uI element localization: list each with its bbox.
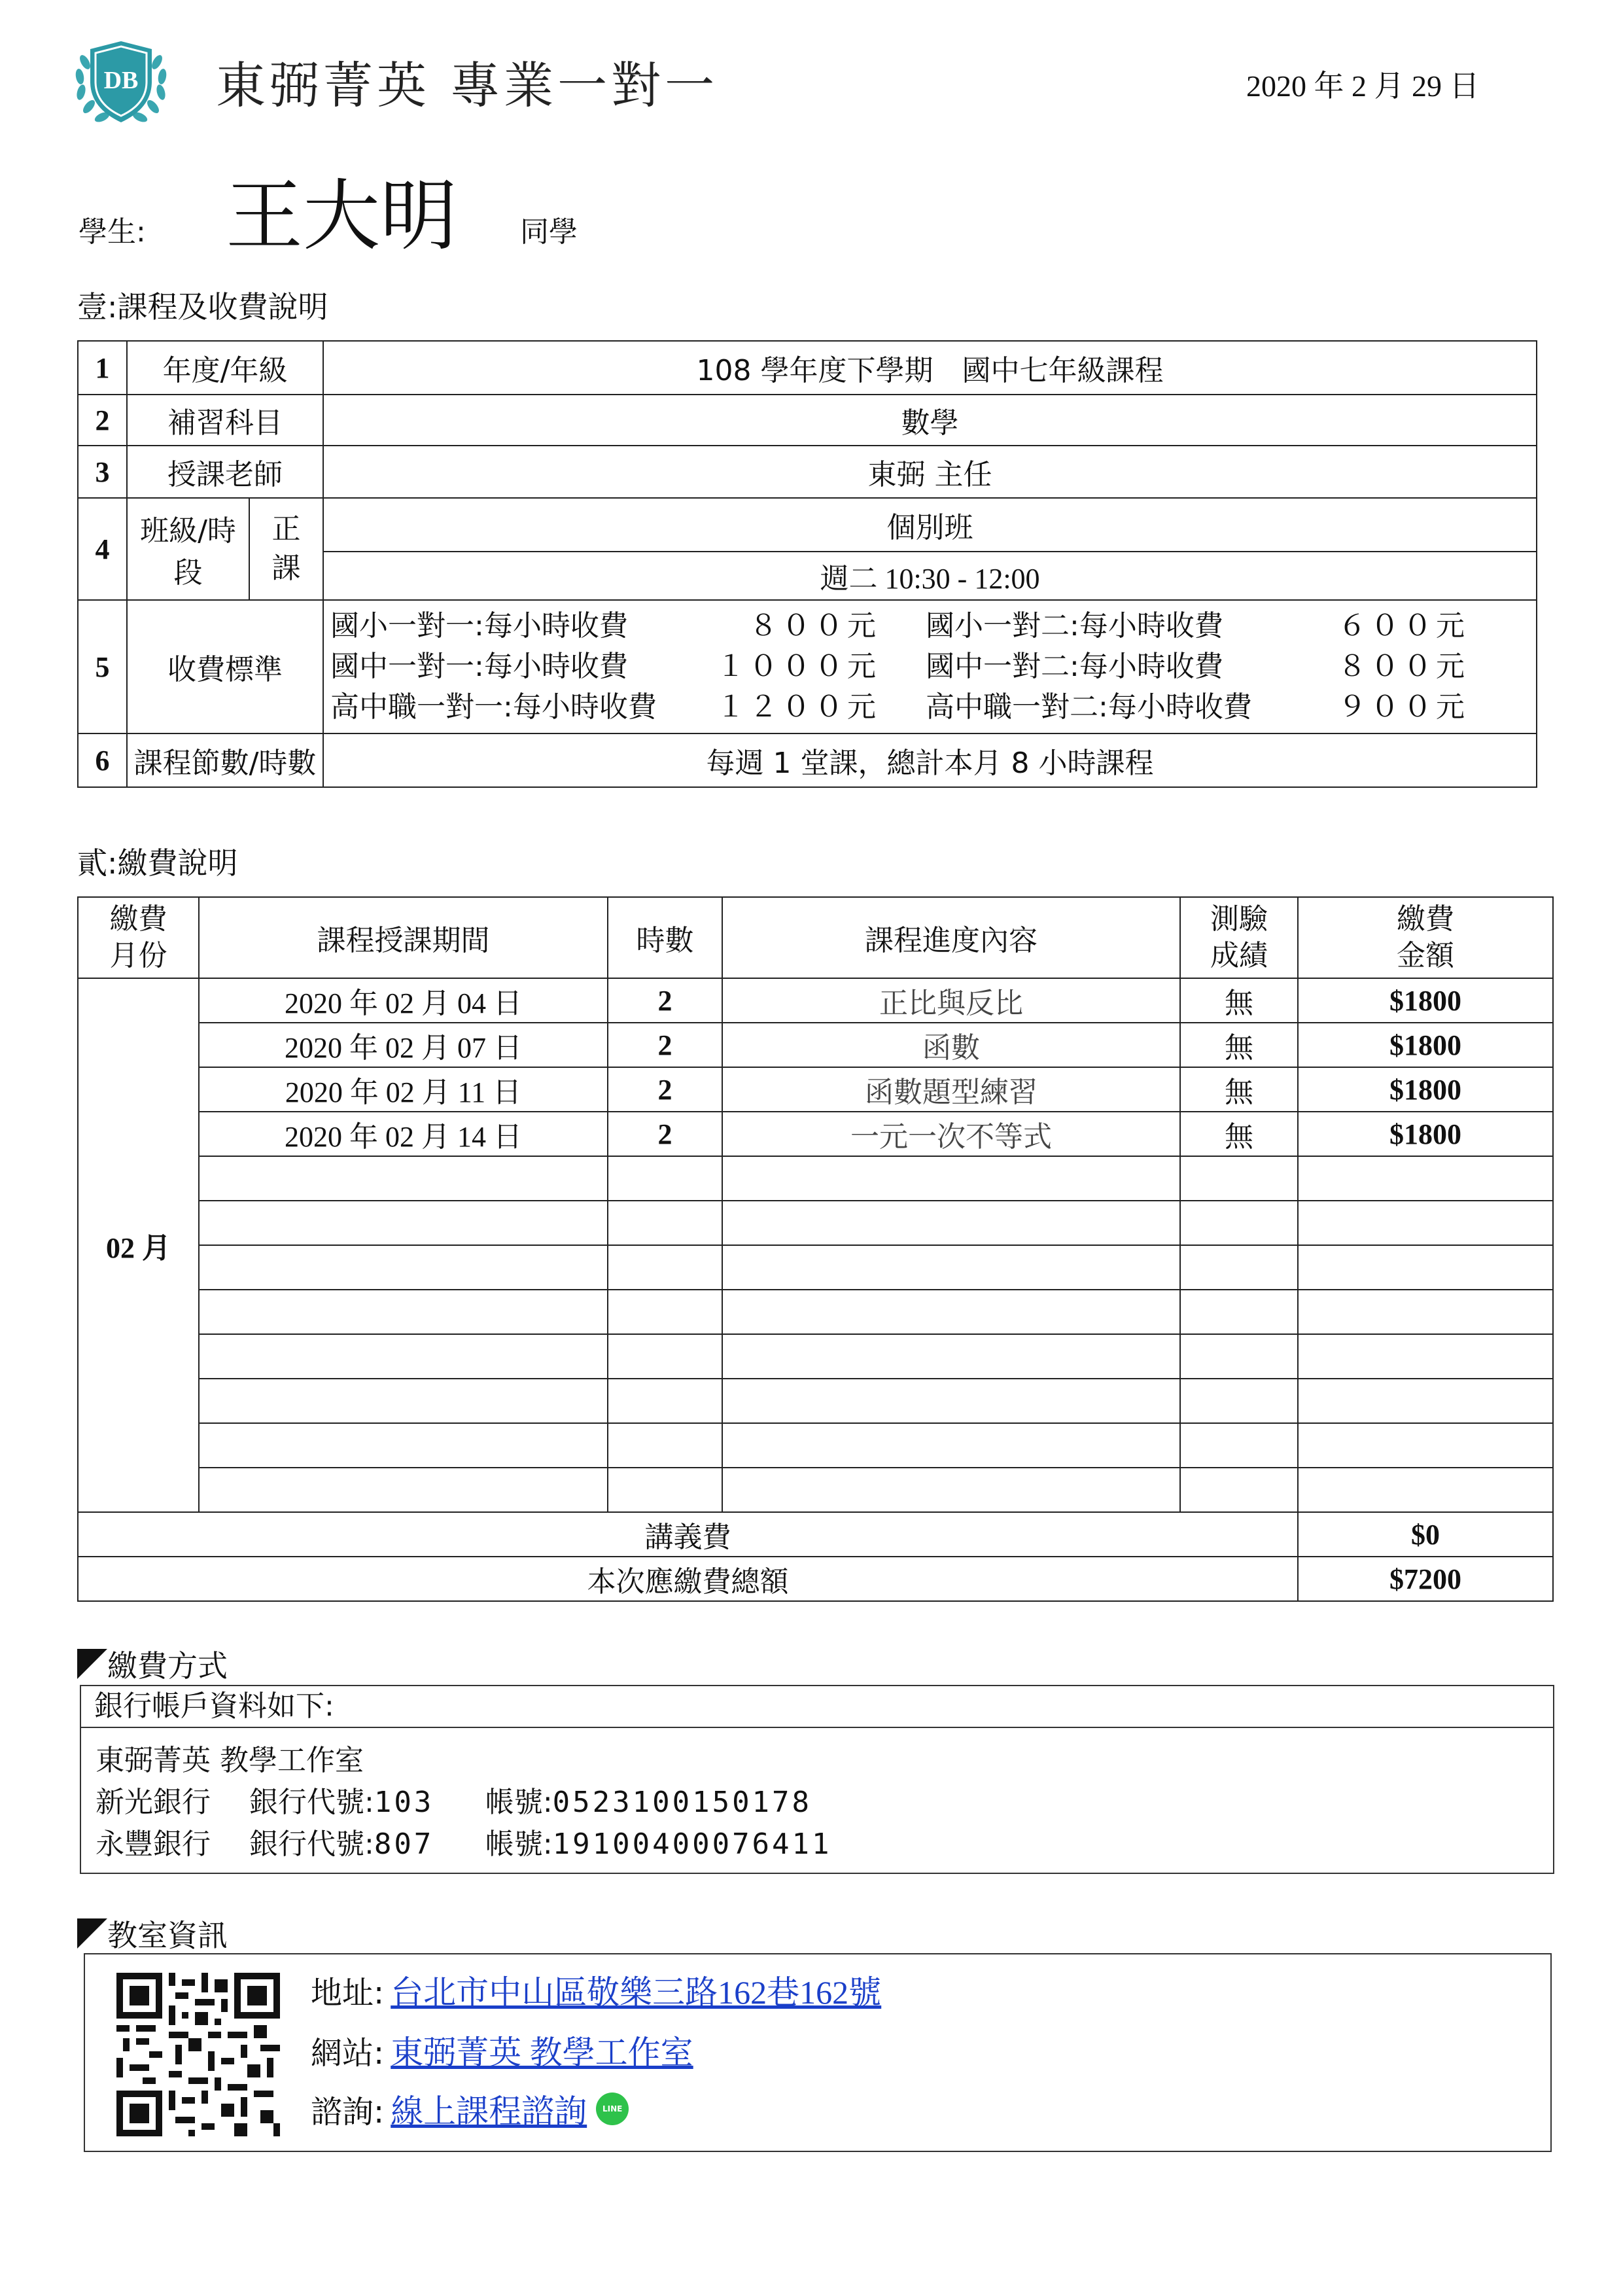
row-content: 函數 bbox=[722, 1023, 1180, 1067]
table-row bbox=[78, 1112, 1553, 1156]
header-content: 課程進度內容 bbox=[722, 897, 1180, 978]
account-label: 帳號: bbox=[485, 1828, 553, 1861]
account-number: 0523100150178 bbox=[552, 1786, 812, 1819]
fee-amount: ８００元 bbox=[1338, 650, 1469, 683]
table-row bbox=[78, 1067, 1553, 1112]
row-score: 無 bbox=[1180, 1023, 1298, 1067]
empty-row bbox=[78, 1245, 1553, 1290]
row-amount: $1800 bbox=[1298, 1112, 1553, 1156]
payment-method-title: 繳費方式 bbox=[107, 1648, 228, 1684]
row-value: 108 學年度下學期 國中七年級課程 bbox=[323, 341, 1537, 395]
fee-amount: １０００元 bbox=[716, 650, 881, 683]
empty-row bbox=[78, 1334, 1553, 1379]
empty-row bbox=[78, 1290, 1553, 1334]
fee-row bbox=[330, 646, 1536, 687]
row-value: 個別班 bbox=[323, 498, 1537, 552]
row-amount: $1800 bbox=[1298, 1023, 1553, 1067]
bank-code: 807 bbox=[374, 1828, 434, 1861]
fee-amount: ８００元 bbox=[749, 609, 881, 643]
materials-fee-label: 講義費 bbox=[78, 1512, 1298, 1557]
total-label: 本次應繳費總額 bbox=[78, 1557, 1298, 1601]
payment-month: 02 月 bbox=[78, 978, 199, 1512]
student-suffix: 同學 bbox=[520, 215, 578, 249]
row-content: 一元一次不等式 bbox=[722, 1112, 1180, 1156]
section1-title: 壹:課程及收費說明 bbox=[77, 289, 328, 325]
bank-name: 永豐銀行 bbox=[96, 1828, 211, 1861]
document-date: 2020 年 2 月 29 日 bbox=[1246, 69, 1480, 103]
row-number: 1 bbox=[78, 341, 127, 395]
table-row bbox=[78, 498, 1537, 552]
logo bbox=[65, 36, 177, 134]
fee-label: 國小一對一:每小時收費 bbox=[330, 609, 628, 643]
row-label: 年度/年級 bbox=[127, 341, 323, 395]
triangle-marker-icon bbox=[77, 1918, 107, 1949]
header-hours: 時數 bbox=[608, 897, 722, 978]
row-amount: $1800 bbox=[1298, 1067, 1553, 1112]
fee-amount: ９００元 bbox=[1338, 690, 1469, 724]
materials-fee-row bbox=[78, 1512, 1553, 1557]
empty-row bbox=[78, 1423, 1553, 1468]
table-header-row bbox=[78, 897, 1553, 978]
website-row bbox=[311, 2026, 693, 2074]
total-amount: $7200 bbox=[1298, 1557, 1553, 1601]
brand-title: 東弼菁英 專業一對一 bbox=[216, 56, 719, 115]
table-row bbox=[78, 733, 1537, 787]
fee-standard-list bbox=[323, 600, 1537, 733]
bank-row bbox=[96, 1824, 1553, 1865]
table-row bbox=[78, 446, 1537, 498]
consult-label: 諮詢: bbox=[311, 2093, 385, 2130]
address-row bbox=[311, 1966, 881, 2013]
classroom-info-box bbox=[84, 1953, 1552, 2152]
header-score: 測驗成績 bbox=[1180, 897, 1298, 978]
row-score: 無 bbox=[1180, 1112, 1298, 1156]
classroom-heading bbox=[77, 1912, 228, 1955]
bank-code: 103 bbox=[374, 1786, 434, 1819]
row-amount: $1800 bbox=[1298, 978, 1553, 1023]
row-value: 東弼 主任 bbox=[323, 446, 1537, 498]
row-number: 5 bbox=[78, 600, 127, 733]
row-sublabel: 正課 bbox=[249, 498, 323, 600]
row-content: 函數題型練習 bbox=[722, 1067, 1180, 1112]
bank-code-label: 銀行代號: bbox=[249, 1786, 374, 1819]
logo-text: DB bbox=[103, 67, 139, 94]
fee-label: 高中職一對一:每小時收費 bbox=[330, 690, 657, 724]
row-value-time: 週二 10:30 - 12:00 bbox=[323, 552, 1537, 600]
fee-row bbox=[330, 606, 1536, 646]
account-number: 19100400076411 bbox=[552, 1828, 832, 1861]
fee-row bbox=[330, 687, 1536, 728]
qr-code-icon[interactable] bbox=[116, 1973, 280, 2136]
course-info-table bbox=[77, 340, 1537, 788]
bank-name: 新光銀行 bbox=[96, 1786, 211, 1819]
triangle-marker-icon bbox=[77, 1649, 107, 1679]
student-label: 學生: bbox=[79, 215, 146, 249]
row-number: 6 bbox=[78, 733, 127, 787]
row-label: 班級/時段 bbox=[127, 498, 249, 600]
row-number: 2 bbox=[78, 395, 127, 446]
website-label: 網站: bbox=[311, 2034, 385, 2072]
bank-info-header: 銀行帳戶資料如下: bbox=[81, 1686, 1553, 1728]
empty-row bbox=[78, 1379, 1553, 1423]
header-period: 課程授課期間 bbox=[199, 897, 608, 978]
row-score: 無 bbox=[1180, 1067, 1298, 1112]
fee-label: 國中一對一:每小時收費 bbox=[330, 650, 628, 683]
row-hours: 2 bbox=[608, 1067, 722, 1112]
fee-label: 國小一對二:每小時收費 bbox=[926, 609, 1223, 643]
row-score: 無 bbox=[1180, 978, 1298, 1023]
student-name: 王大明 bbox=[226, 171, 458, 261]
row-date: 2020 年 02 月 11 日 bbox=[199, 1067, 608, 1112]
header-amount: 繳費金額 bbox=[1298, 897, 1553, 978]
empty-row bbox=[78, 1201, 1553, 1245]
row-date: 2020 年 02 月 04 日 bbox=[199, 978, 608, 1023]
payment-method-box bbox=[80, 1685, 1554, 1874]
line-icon[interactable]: LINE bbox=[596, 2093, 629, 2125]
payment-method-heading bbox=[77, 1642, 228, 1686]
row-label: 收費標準 bbox=[127, 600, 323, 733]
row-hours: 2 bbox=[608, 978, 722, 1023]
address-link[interactable]: 台北市中山區敬樂三路162巷162號 bbox=[391, 1974, 882, 2011]
consult-link[interactable]: 線上課程諮詢 bbox=[391, 2093, 587, 2130]
fee-amount: ６００元 bbox=[1338, 609, 1469, 643]
row-value: 數學 bbox=[323, 395, 1537, 446]
row-date: 2020 年 02 月 14 日 bbox=[199, 1112, 608, 1156]
total-row bbox=[78, 1557, 1553, 1601]
consult-row bbox=[311, 2085, 629, 2132]
bank-code-label: 銀行代號: bbox=[249, 1828, 374, 1861]
account-name: 東弼菁英 教學工作室 bbox=[96, 1744, 364, 1777]
row-label: 補習科目 bbox=[127, 395, 323, 446]
row-content: 正比與反比 bbox=[722, 978, 1180, 1023]
row-label: 課程節數/時數 bbox=[127, 733, 323, 787]
website-link[interactable]: 東弼菁英 教學工作室 bbox=[391, 2034, 693, 2071]
row-value: 每週 1 堂課，總計本月 8 小時課程 bbox=[323, 733, 1537, 787]
row-date: 2020 年 02 月 07 日 bbox=[199, 1023, 608, 1067]
empty-row bbox=[78, 1468, 1553, 1512]
table-row bbox=[78, 341, 1537, 395]
fee-amount: １２００元 bbox=[716, 690, 881, 724]
table-row bbox=[78, 600, 1537, 733]
row-number: 4 bbox=[78, 498, 127, 600]
materials-fee-amount: $0 bbox=[1298, 1512, 1553, 1557]
bank-row bbox=[96, 1782, 1553, 1824]
row-hours: 2 bbox=[608, 1112, 722, 1156]
row-label: 授課老師 bbox=[127, 446, 323, 498]
row-number: 3 bbox=[78, 446, 127, 498]
fee-label: 高中職一對二:每小時收費 bbox=[926, 690, 1252, 724]
address-label: 地址: bbox=[311, 1974, 385, 2011]
fee-label: 國中一對二:每小時收費 bbox=[926, 650, 1223, 683]
empty-row bbox=[78, 1156, 1553, 1201]
payment-table bbox=[77, 896, 1554, 1602]
table-row bbox=[78, 1023, 1553, 1067]
account-label: 帳號: bbox=[485, 1786, 553, 1819]
table-row bbox=[78, 395, 1537, 446]
section2-title: 貳:繳費說明 bbox=[77, 845, 238, 881]
classroom-title: 教室資訊 bbox=[107, 1918, 228, 1953]
table-row bbox=[78, 978, 1553, 1023]
row-hours: 2 bbox=[608, 1023, 722, 1067]
header-month: 繳費月份 bbox=[78, 897, 199, 978]
